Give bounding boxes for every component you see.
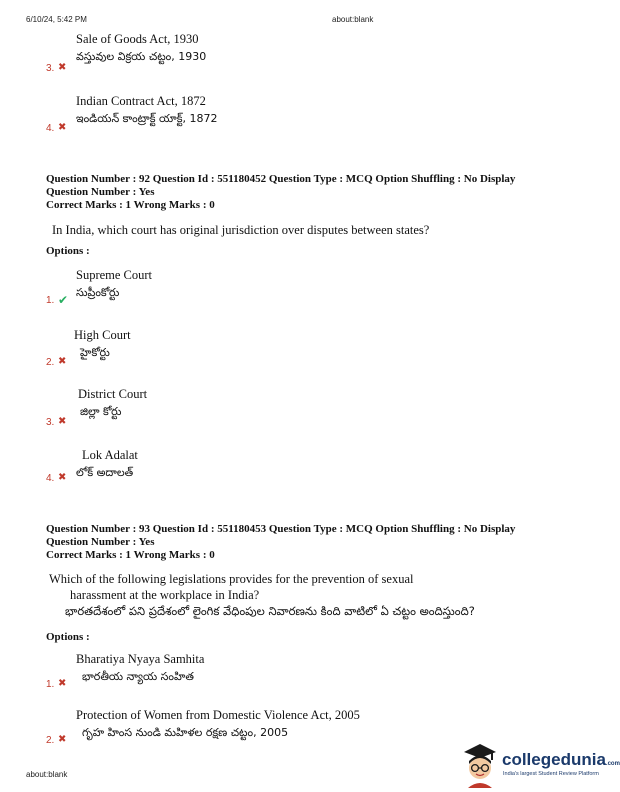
option-telugu: భారతీయ న్యాయ సంహిత bbox=[82, 670, 194, 683]
option-english: District Court bbox=[78, 387, 148, 401]
question-text-telugu: భారతదేశంలో పని ప్రదేశంలో లైంగిక వేధింపుల నివారణను కింది వాటిలో ఏ చట్టం అందిస్తుంది? bbox=[65, 604, 475, 618]
question-93-text bbox=[49, 571, 475, 621]
option-telugu: వస్తువుల విక్రయ చట్టం, 1930 bbox=[76, 50, 207, 63]
cross-icon: ✖ bbox=[58, 678, 67, 689]
print-url: about:blank bbox=[332, 15, 374, 24]
option-telugu: లోక్ అదాలత్ bbox=[76, 466, 134, 479]
option-english: Lok Adalat bbox=[82, 448, 138, 462]
option-english: Indian Contract Act, 1872 bbox=[76, 94, 206, 108]
question-marks: Correct Marks : 1 Wrong Marks : 0 bbox=[46, 199, 215, 211]
question-92-meta bbox=[46, 173, 566, 212]
cross-icon: ✖ bbox=[58, 734, 67, 745]
option-number: 3. bbox=[46, 417, 55, 428]
option-telugu: గృహ హింస నుండి మహిళల రక్షణ చట్టం, 2005 bbox=[82, 726, 289, 739]
question-92-text: In India, which court has original jurisdiction over disputes between states? bbox=[52, 223, 430, 237]
cross-icon: ✖ bbox=[58, 356, 67, 367]
collegedunia-logo bbox=[460, 742, 620, 788]
question-meta-line: Question Number : Yes bbox=[46, 186, 155, 198]
cross-icon: ✖ bbox=[58, 122, 67, 133]
mascot-icon bbox=[460, 742, 500, 788]
logo-wordmark: collegedunia bbox=[502, 750, 606, 769]
option-telugu: సుప్రీంకోర్టు bbox=[76, 286, 120, 299]
cross-icon: ✖ bbox=[58, 62, 67, 73]
check-icon: ✔ bbox=[58, 293, 69, 307]
options-label: Options : bbox=[46, 631, 90, 643]
logo-tagline: India's largest Student Review Platform bbox=[503, 771, 599, 777]
cross-icon: ✖ bbox=[58, 472, 67, 483]
question-text-line: harassment at the workplace in India? bbox=[70, 588, 260, 602]
option-number: 1. bbox=[46, 679, 55, 690]
option-telugu: జిల్లా కోర్టు bbox=[80, 405, 122, 418]
question-marks: Correct Marks : 1 Wrong Marks : 0 bbox=[46, 549, 215, 561]
option-english: High Court bbox=[74, 328, 131, 342]
question-meta-line: Question Number : 93 Question Id : 551180453 Question Type : MCQ Option Shuffling : No Display bbox=[46, 523, 516, 535]
option-english: Protection of Women from Domestic Violence Act, 2005 bbox=[76, 708, 360, 722]
question-text-line: Which of the following legislations provides for the prevention of sexual bbox=[49, 572, 414, 586]
footer-url: about:blank bbox=[26, 770, 68, 779]
logo-tld: .com bbox=[605, 761, 620, 767]
question-meta-line: Question Number : Yes bbox=[46, 536, 155, 548]
option-number: 2. bbox=[46, 357, 55, 368]
option-english: Bharatiya Nyaya Samhita bbox=[76, 652, 205, 666]
option-number: 1. bbox=[46, 295, 55, 306]
question-meta-line: Question Number : 92 Question Id : 551180452 Question Type : MCQ Option Shuffling : No Display bbox=[46, 173, 516, 185]
option-english: Supreme Court bbox=[76, 268, 153, 282]
option-number: 4. bbox=[46, 123, 55, 134]
question-93-meta bbox=[46, 523, 566, 562]
option-number: 4. bbox=[46, 473, 55, 484]
print-timestamp: 6/10/24, 5:42 PM bbox=[26, 15, 87, 24]
cross-icon: ✖ bbox=[58, 416, 67, 427]
options-label: Options : bbox=[46, 245, 90, 257]
option-number: 2. bbox=[46, 735, 55, 746]
option-number: 3. bbox=[46, 63, 55, 74]
option-english: Sale of Goods Act, 1930 bbox=[76, 32, 199, 46]
option-telugu: ఇండియన్ కాంట్రాక్ట్ యాక్ట్, 1872 bbox=[76, 112, 218, 125]
option-telugu: హైకోర్టు bbox=[80, 346, 110, 359]
